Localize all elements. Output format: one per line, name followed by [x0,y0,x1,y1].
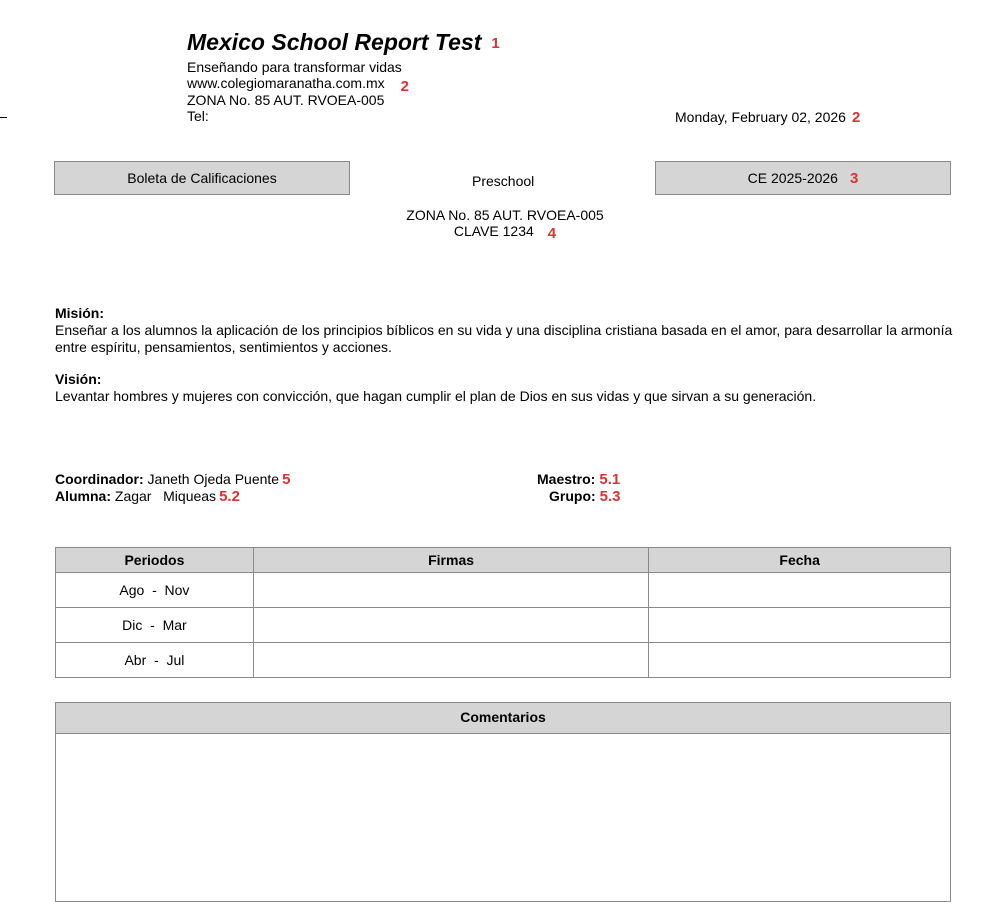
student-value: Zagar Miqueas [111,488,217,504]
signature-cell [253,608,649,643]
school-website-line [187,75,409,95]
student-line [55,488,240,505]
school-slogan: Enseñando para transformar vidas [187,59,402,75]
column-header-date: Fecha [649,548,951,573]
vision-text: Levantar hombres y mujeres con convicción, que hagan cumplir el plan de Dios en sus vidas y que sirvan a su generación. [55,388,817,404]
school-cycle-box [655,161,951,195]
clave-line [300,223,710,240]
annotation-marker: 4 [547,225,557,242]
mission-title: Misión: [55,305,104,321]
teacher-line [537,471,620,488]
annotation-marker: 5.3 [599,488,621,505]
vision-title: Visión: [55,371,102,387]
signature-cell [253,573,649,608]
student-label: Alumna: [55,488,111,504]
school-level: Preschool [472,173,535,189]
edge-tick-mark [0,117,7,118]
table-row [56,643,951,678]
column-header-periods: Periodos [56,548,254,573]
clave-text: CLAVE 1234 [453,223,534,239]
table-row [56,608,951,643]
signature-cell [253,643,649,678]
table-row [56,573,951,608]
mission-section [55,305,965,356]
school-header-info [187,59,409,124]
annotation-marker: 5.2 [219,488,240,505]
vision-section [55,371,965,405]
teacher-label: Maestro: [537,471,596,487]
comments-box [55,702,951,902]
school-title-text: Mexico School Report Test [187,29,482,55]
period-cell: Ago - Nov [56,573,254,608]
report-card-label: Boleta de Calificaciones [127,170,277,186]
zone-text: ZONA No. 85 AUT. RVOEA-005 [406,207,604,223]
school-cycle: CE 2025-2026 [747,170,838,186]
date-cell [649,643,951,678]
annotation-marker: 3 [849,170,859,187]
report-date-text: Monday, February 02, 2026 [675,109,846,125]
report-date [675,109,860,126]
zone-clave-block [300,207,710,240]
coordinator-line [55,471,290,488]
mission-text: Enseñar a los alumnos la aplicación de los principios bíblicos en su vida y una disciplina cristiana basada en el amor, para desarrollar la armonía entre espíritu, pensamientos, sentimientos y acciones. [55,322,953,355]
school-tel: Tel: [187,108,209,124]
period-cell: Abr - Jul [56,643,254,678]
periods-table-header [56,548,951,573]
annotation-marker: 2 [400,78,409,95]
date-cell [649,608,951,643]
periods-table [55,547,951,678]
column-header-signatures: Firmas [253,548,649,573]
comments-title: Comentarios [56,703,950,734]
group-label: Grupo: [549,488,596,504]
school-website: www.colegiomaranatha.com.mx [187,75,385,91]
annotation-marker: 5.1 [599,471,621,488]
period-cell: Dic - Mar [56,608,254,643]
school-zone: ZONA No. 85 AUT. RVOEA-005 [187,92,385,108]
coordinator-value: Janeth Ojeda Puente [143,471,280,487]
annotation-marker: 1 [491,35,500,52]
coordinator-label: Coordinador: [55,471,144,487]
report-card-label-box [54,161,350,195]
school-title [187,29,500,56]
annotation-marker: 2 [851,109,861,126]
annotation-marker: 5 [282,471,291,488]
group-line [549,488,621,505]
date-cell [649,573,951,608]
